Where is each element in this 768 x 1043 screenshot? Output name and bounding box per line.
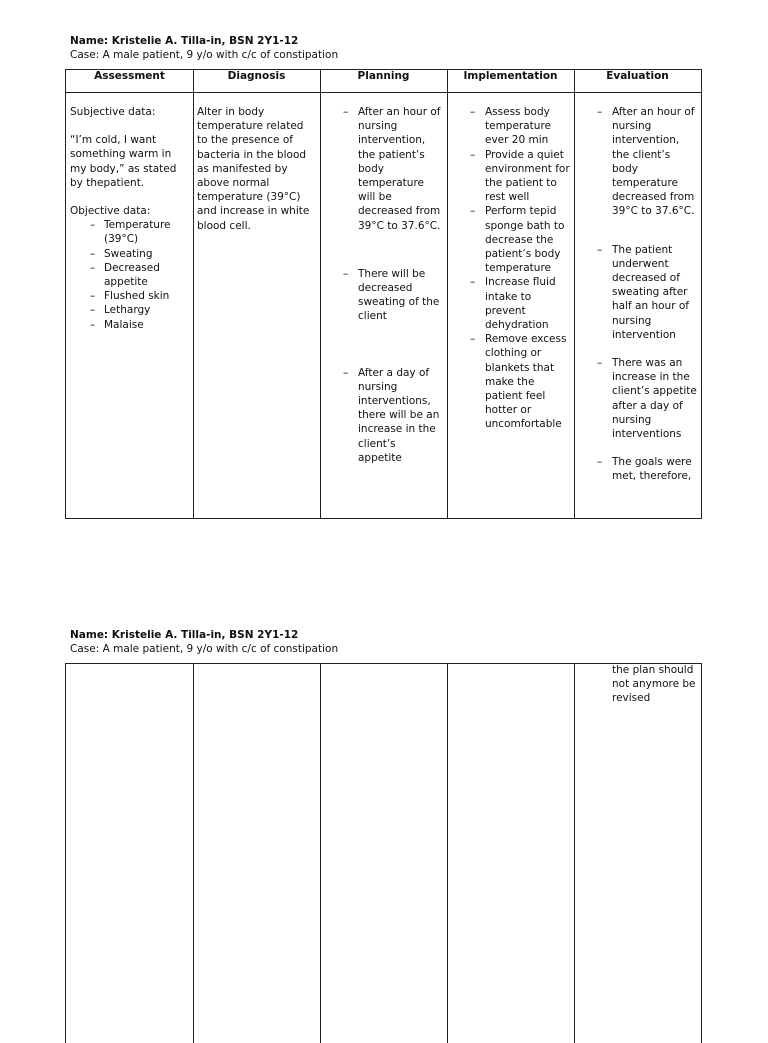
list-item: – Increase fluid intake to prevent dehydration bbox=[468, 275, 571, 332]
column-divider bbox=[574, 70, 575, 518]
page1-header bbox=[70, 34, 338, 62]
list-item: – Perform tepid sponge bath to decrease the patient’s body temperature bbox=[468, 204, 571, 275]
header-diagnosis: Diagnosis bbox=[227, 70, 286, 82]
subjective-quote: “I’m cold, I want something warm in my body,” as stated by thepatient. bbox=[70, 134, 177, 189]
list-item: – There was an increase in the client’s appetite after a day of nursing interventions bbox=[595, 356, 698, 441]
implementation-cell bbox=[468, 105, 571, 432]
column-divider bbox=[447, 664, 448, 1043]
column-divider bbox=[447, 70, 448, 518]
diagnosis-cell bbox=[197, 105, 317, 233]
list-item: – After an hour of nursing intervention, the patient’s body temperature will be decreased from 39°C to 37.6°C. bbox=[341, 105, 441, 233]
list-item: – Remove excess clothing or blankets that make the patient feel hotter or uncomfortable bbox=[468, 332, 571, 431]
evaluation-cell bbox=[595, 105, 698, 484]
implementation-list bbox=[468, 105, 571, 432]
list-item: – The goals were met, therefore, bbox=[595, 455, 698, 483]
care-plan-table bbox=[65, 69, 702, 519]
column-divider bbox=[193, 70, 194, 518]
evaluation-list bbox=[595, 105, 698, 484]
list-item: – Provide a quiet environment for the patient to rest well bbox=[468, 148, 571, 205]
list-item: – Assess body temperature ever 20 min bbox=[468, 105, 571, 148]
care-plan-table-continued bbox=[65, 663, 702, 1043]
column-divider bbox=[320, 70, 321, 518]
list-item: – The patient underwent decreased of sweating after half an hour of nursing intervention bbox=[595, 243, 698, 342]
header-assessment: Assessment bbox=[94, 70, 165, 82]
column-divider bbox=[574, 664, 575, 1043]
evaluation-continued-cell bbox=[612, 663, 698, 706]
header-planning: Planning bbox=[357, 70, 410, 82]
list-item: – Decreased appetite bbox=[70, 261, 188, 289]
diagnosis-text: Alter in body temperature related to the presence of bacteria in the blood as manifested by above normal temperature (39°C) and increase in white blood cell. bbox=[197, 106, 310, 232]
list-item: – Temperature (39°C) bbox=[70, 218, 188, 246]
objective-label: Objective data: bbox=[70, 205, 151, 218]
header-evaluation: Evaluation bbox=[606, 70, 669, 82]
column-divider bbox=[193, 664, 194, 1043]
planning-list bbox=[341, 105, 441, 465]
list-item: – Malaise bbox=[70, 318, 188, 332]
planning-cell bbox=[341, 105, 441, 465]
list-item: – Sweating bbox=[70, 247, 188, 261]
table-header-row bbox=[66, 70, 701, 93]
header-implementation: Implementation bbox=[463, 70, 558, 82]
evaluation-continued-text: the plan should not anymore be revised bbox=[612, 664, 696, 705]
subjective-label: Subjective data: bbox=[70, 106, 156, 118]
list-item: – There will be decreased sweating of the client bbox=[341, 267, 441, 324]
column-divider bbox=[320, 664, 321, 1043]
list-item: – Flushed skin bbox=[70, 289, 188, 303]
list-item: – After a day of nursing interventions, there will be an increase in the client’s appetite bbox=[341, 366, 441, 465]
assessment-cell bbox=[70, 105, 188, 332]
student-name: Name: Kristelie A. Tilla-in, BSN 2Y1-12 bbox=[70, 629, 299, 641]
list-item: – After an hour of nursing intervention, the client’s body temperature decreased from 39°C to 37.6°C. bbox=[595, 105, 698, 219]
case-description: Case: A male patient, 9 y/o with c/c of constipation bbox=[70, 49, 339, 62]
page2-header bbox=[70, 628, 338, 656]
student-name: Name: Kristelie A. Tilla-in, BSN 2Y1-12 bbox=[70, 35, 299, 47]
case-description: Case: A male patient, 9 y/o with c/c of constipation bbox=[70, 643, 339, 656]
list-item: – Lethargy bbox=[70, 303, 188, 317]
objective-list bbox=[70, 218, 188, 332]
